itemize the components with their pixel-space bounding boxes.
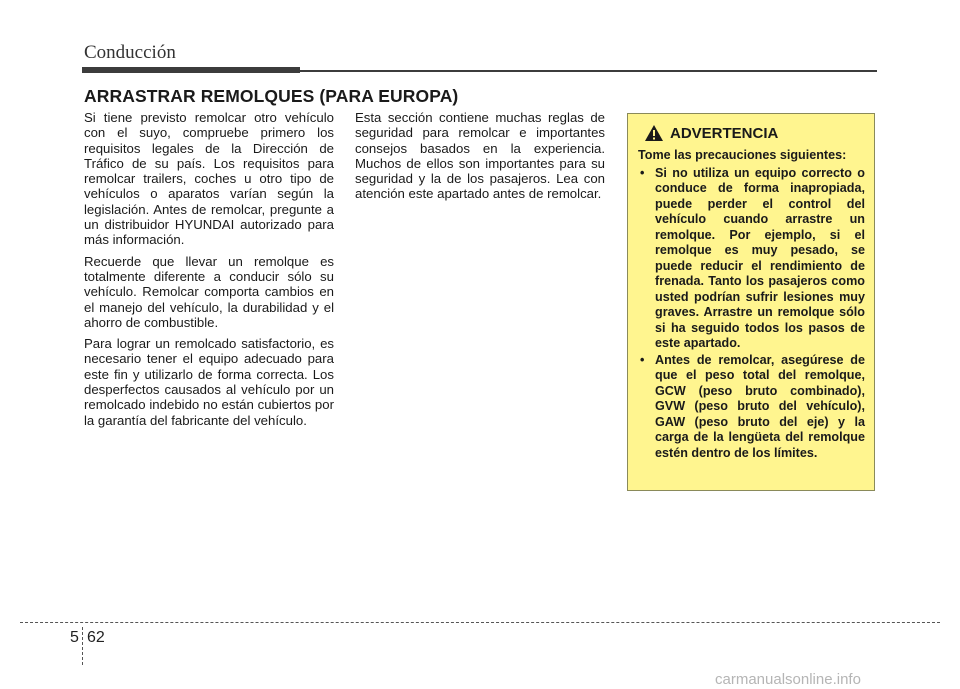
page-number: 62 [87,629,105,646]
page-section-number: 5 [70,629,79,646]
warning-triangle-icon [644,124,664,142]
paragraph: Recuerde que llevar un remolque es totalmente diferente a conducir sólo su vehículo. Remolcar comporta cambios en el manejo del vehículo, la durabilidad y el ahorro de combustible. [84,253,334,330]
chapter-title: Conducción [84,42,176,63]
warning-intro: Tome las precauciones siguientes: [638,148,847,162]
watermark: carmanualsonline.info [715,671,861,688]
bullet: • [640,165,645,180]
warning-item-text: Antes de remolcar, asegúrese de que el peso total del remolque, GCW (peso bruto combinado), GVW (peso bruto del vehículo), GAW (peso bruto del eje) y la carga de la lengüeta del remolque estén dentro de los límites. [655,352,865,460]
footer-vertical-dashed-rule [82,627,83,665]
left-column [84,110,334,434]
warning-box [627,113,875,491]
paragraph: Esta sección contiene muchas reglas de seguridad para remolcar e importantes consejos basados en la experiencia. Muchos de ellos son importantes para su seguridad y la de los pasajeros. Lea con atención este apartado antes de remolcar. [355,110,605,202]
middle-column [355,110,605,208]
paragraph: Para lograr un remolcado satisfactorio, es necesario tener el equipo adecuado para este fin y utilizarlo de forma correcta. Los desperfectos causados al vehículo por un remolcado indebido no están cubiertos por la garantía del fabricante del vehículo. [84,336,334,428]
section-heading: ARRASTRAR REMOLQUES (PARA EUROPA) [84,86,459,106]
warning-item [638,166,865,352]
warning-header [644,124,865,142]
bullet: • [640,352,645,367]
warning-title: ADVERTENCIA [670,124,779,142]
paragraph: Si tiene previsto remolcar otro vehículo con el suyo, compruebe primero los requisitos legales de la Dirección de Tráfico de su país. Los requisitos para remolcar trailers, coches u otro tipo de vehículos o aparatos varían según la legislación. Antes de remolcar, pregunte a un distribuidor HYUNDAI autorizado para más información. [84,110,334,248]
warning-item [638,353,865,462]
warning-item-text: Si no utiliza un equipo correcto o conduce de forma inapropiada, puede perder el control del vehículo cuando arrastre un remolque. Por ejemplo, si el remolque es muy pesado, se puede reducir el rendimiento de frenada. Tanto los pasajeros como usted podrían sufrir lesiones muy graves. Arrastre un remolque sólo si ha seguido todos los pasos de este apartado. [655,165,865,350]
header-rule-thin [300,70,877,72]
warning-list [638,166,865,462]
footer-dashed-rule [20,622,940,623]
header-rule-thick [82,67,300,73]
